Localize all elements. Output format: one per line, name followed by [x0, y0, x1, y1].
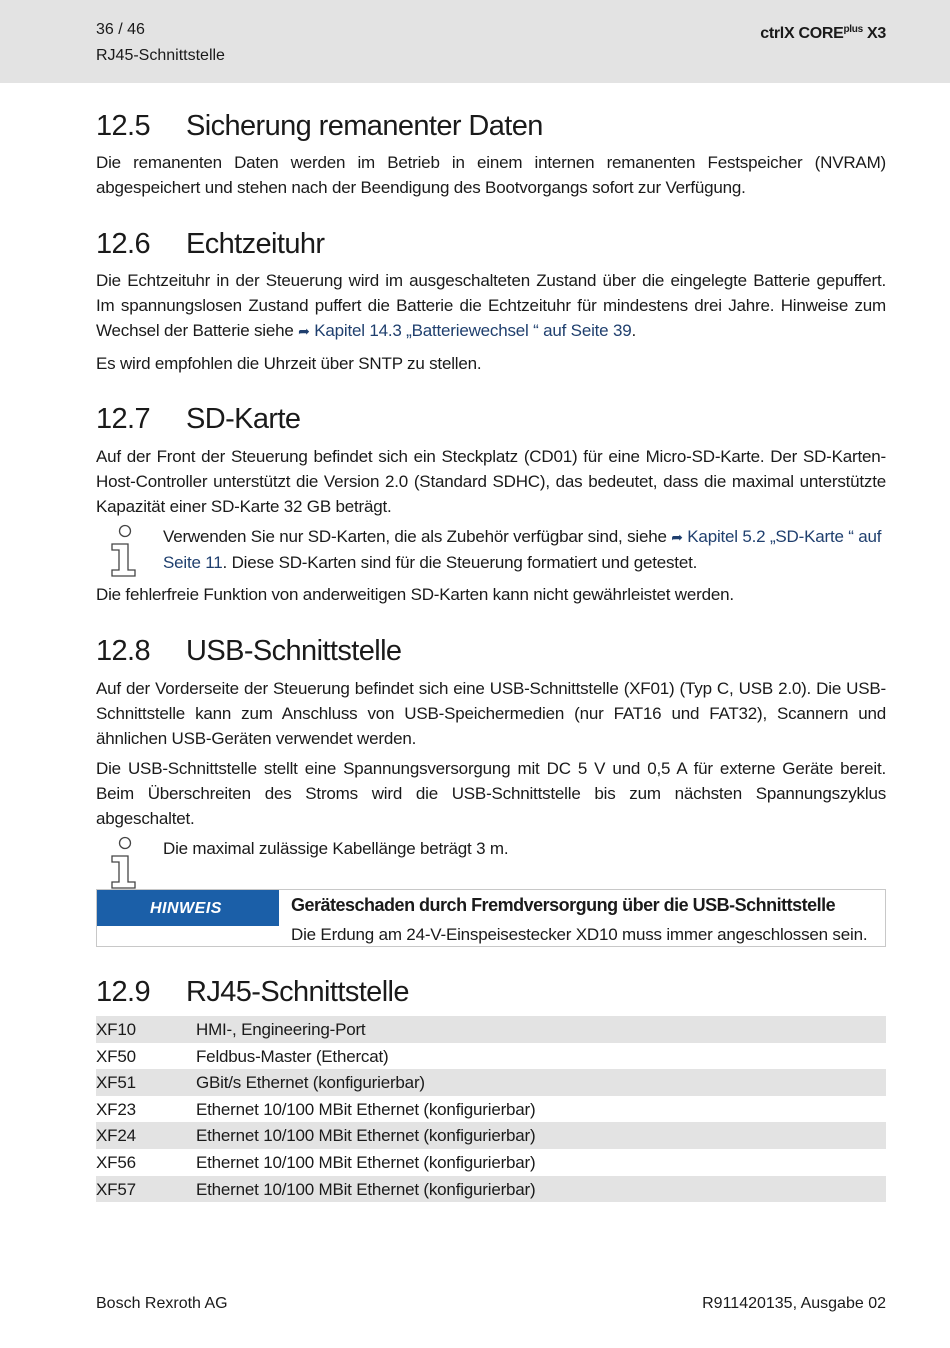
paragraph-sd-card: Auf der Front der Steuerung befindet sich ein Steckplatz (CD01) für eine Micro-SD-Karte. Der SD-Karten-Host-Controller unterstützt die Version 2.0 (Standard SDHC), das bedeutet, dass die maximal unterstützte Kapazität einer SD-Karte 32 GB beträgt. — [96, 447, 886, 516]
port-description: GBit/s Ethernet (konfigurierbar) — [196, 1073, 425, 1093]
port-id: XF57 — [96, 1179, 136, 1199]
note-sd-card — [163, 524, 886, 575]
section-title: Sicherung remanenter Daten — [186, 110, 543, 142]
port-description: Feldbus-Master (Ethercat) — [196, 1046, 389, 1066]
header-product-name — [760, 18, 886, 46]
paragraph-end: . — [631, 321, 636, 340]
arrow-right-icon: ➦ — [671, 529, 683, 545]
port-description: Ethernet 10/100 MBit Ethernet (konfigurierbar) — [196, 1152, 536, 1172]
table-row — [96, 1176, 886, 1203]
section-number: 12.6 — [96, 228, 151, 260]
section-title: RJ45-Schnittstelle — [186, 976, 409, 1008]
port-id: XF56 — [96, 1152, 136, 1172]
arrow-right-icon: ➦ — [298, 323, 310, 339]
table-row — [96, 1016, 886, 1043]
port-description: Ethernet 10/100 MBit Ethernet (konfigurierbar) — [196, 1179, 536, 1199]
port-id: XF10 — [96, 1020, 136, 1039]
section-number: 12.8 — [96, 635, 151, 667]
paragraph-sd-warranty: Die fehlerfreie Funktion von anderweitigen SD-Karten kann nicht gewährleistet werden. — [96, 585, 734, 604]
notice-box — [96, 889, 886, 947]
paragraph-usb: Auf der Vorderseite der Steuerung befindet sich eine USB-Schnittstelle (XF01) (Typ C, USB 2.0). Die USB-Schnittstelle kann zum Anschluss von USB-Speichermedien (nur FAT16 und FAT32), Scannern und ähnlichen USB-Geräten verwendet werden. — [96, 679, 886, 748]
paragraph-rtc — [96, 268, 886, 344]
info-icon — [102, 836, 138, 890]
note-cable-length: Die maximal zulässige Kabellänge beträgt 3 m. — [163, 839, 509, 858]
product-model: X3 — [867, 25, 886, 42]
port-description: HMI-, Engineering-Port — [196, 1020, 366, 1039]
section-heading-12-6 — [96, 226, 324, 262]
table-row — [96, 1069, 886, 1096]
xref-link-battery[interactable] — [298, 321, 631, 340]
section-number: 12.5 — [96, 110, 151, 142]
section-title: SD-Karte — [186, 403, 301, 435]
port-description: Ethernet 10/100 MBit Ethernet (konfigurierbar) — [196, 1099, 536, 1119]
port-id: XF51 — [96, 1073, 136, 1093]
port-description: Ethernet 10/100 MBit Ethernet (konfigurierbar) — [196, 1126, 536, 1146]
header-section-title: RJ45-Schnittstelle — [96, 47, 225, 64]
section-title: USB-Schnittstelle — [186, 635, 402, 667]
section-heading-12-5 — [96, 108, 543, 144]
paragraph-text: Die Echtzeituhr in der Steuerung wird im ausgeschalteten Zustand über die eingelegte Batterie gepuffert. Im spannungslosen Zustand puffert die Batterie die Echtzeituhr für mindestens drei Jahre. Hinweise zum Wechsel der Batterie siehe — [96, 271, 886, 340]
xref-link-text: Kapitel 14.3 „Batteriewechsel “ auf Seite 39 — [314, 321, 632, 340]
paragraph-sntp: Es wird empfohlen die Uhrzeit über SNTP zu stellen. — [96, 354, 482, 373]
section-heading-12-7 — [96, 401, 300, 437]
section-heading-12-8 — [96, 633, 401, 669]
product-superscript: plus — [843, 24, 863, 35]
table-row — [96, 1149, 886, 1176]
info-icon — [102, 524, 138, 578]
product-name: ctrlX CORE — [760, 25, 844, 42]
xref-link-text: Kapitel 5.2 „SD-Karte “ auf Seite 11 — [163, 527, 882, 572]
port-id: XF50 — [96, 1046, 136, 1066]
footer-company: Bosch Rexroth AG — [96, 1295, 228, 1312]
notice-text: Die Erdung am 24-V-Einspeisestecker XD10 muss immer angeschlossen sein. — [291, 925, 868, 944]
section-heading-12-9 — [96, 974, 409, 1010]
notice-title: Geräteschaden durch Fremdversorgung über die USB-Schnittstelle — [291, 895, 836, 915]
note-text: Verwenden Sie nur SD-Karten, die als Zubehör verfügbar sind, siehe — [163, 527, 672, 546]
section-number: 12.9 — [96, 976, 151, 1008]
table-row — [96, 1096, 886, 1123]
paragraph-nvram: Die remanenten Daten werden im Betrieb in einem internen remanenten Festspeicher (NVRAM) abgespeichert und stehen nach der Beendigung des Bootvorgangs sofort zur Verfügung. — [96, 153, 886, 197]
table-row — [96, 1122, 886, 1149]
table-row — [96, 1043, 886, 1070]
port-id: XF23 — [96, 1099, 136, 1119]
rj45-interface-table — [96, 1016, 886, 1202]
paragraph-usb-power: Die USB-Schnittstelle stellt eine Spannungsversorgung mit DC 5 V und 0,5 A für externe Geräte bereit. Beim Überschreiten des Stroms wird die USB-Schnittstelle bis zum nächsten Spannungszyklus abgeschaltet. — [96, 759, 886, 828]
header-page-number: 36 / 46 — [96, 21, 145, 38]
section-number: 12.7 — [96, 403, 151, 435]
footer-document-id: R911420135, Ausgabe 02 — [702, 1295, 886, 1312]
notice-label: HINWEIS — [97, 890, 279, 926]
note-end: . Diese SD-Karten sind für die Steuerung formatiert und getestet. — [222, 553, 698, 572]
section-title: Echtzeituhr — [186, 228, 325, 260]
port-id: XF24 — [96, 1126, 136, 1146]
